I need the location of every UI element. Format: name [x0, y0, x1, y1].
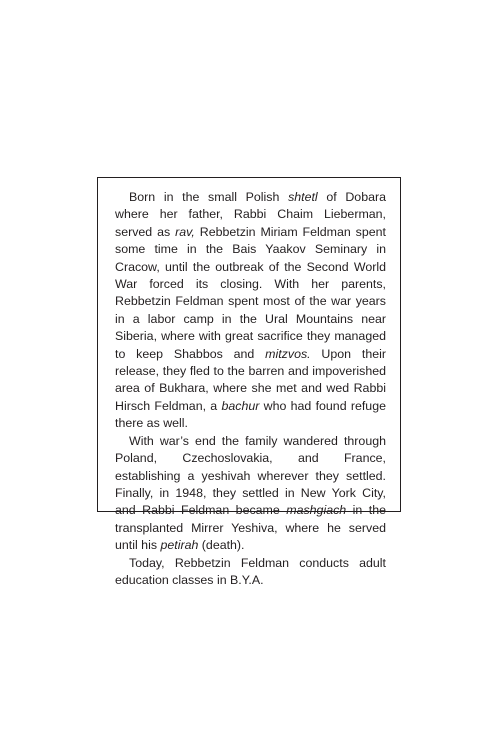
bio-term-mashgiach: mashgiach [286, 503, 347, 518]
bio-term-mitzvos: mitzvos. [265, 346, 311, 361]
author-bio-text [115, 189, 386, 589]
bio-term-rav: rav, [175, 224, 195, 239]
bio-segment: in the transplanted Mirrer Yeshiva, where he served until his [115, 503, 386, 553]
bio-segment: Today, Rebbetzin Feldman conducts adult education classes in B.Y.A. [115, 555, 386, 587]
bio-paragraph-1 [115, 189, 386, 433]
bio-segment: Born in the small Polish [129, 190, 289, 204]
bio-segment: With war’s end the family wandered through Poland, Czechoslovakia, and France, establishing a yeshivah wherever they settled. Finally, in 1948, they settled in New York City, and Rabbi Feldman became [115, 433, 386, 518]
bio-segment: Upon their release, they fled to the barren and impoverished area of Bukhara, where she met and wed Rabbi Hirsch Feldman, a [115, 346, 386, 413]
bio-paragraph-2 [115, 433, 386, 555]
bio-segment: who had found refuge there as well. [115, 398, 386, 431]
bio-segment: of Dobara where her father, Rabbi Chaim Lieberman, served as [115, 190, 387, 239]
bio-segment: (death). [198, 538, 245, 553]
bio-term-petirah: petirah [160, 538, 199, 553]
bio-paragraph-3 [115, 555, 386, 590]
author-bio-box [97, 177, 401, 587]
bio-term-shtetl: shtetl [288, 190, 318, 204]
bio-term-bachur: bachur [221, 398, 260, 413]
bio-segment: Rebbetzin Miriam Feldman spent some time in the Bais Yaakov Seminary in Cracow, until the outbreak of the Second World War forced its closing. With her parents, Rebbetzin Feldman spent most of the war years in a labor camp in the Ural Mountains near Siberia, where with great sacrifice they managed to keep Shabbos and [115, 224, 386, 361]
